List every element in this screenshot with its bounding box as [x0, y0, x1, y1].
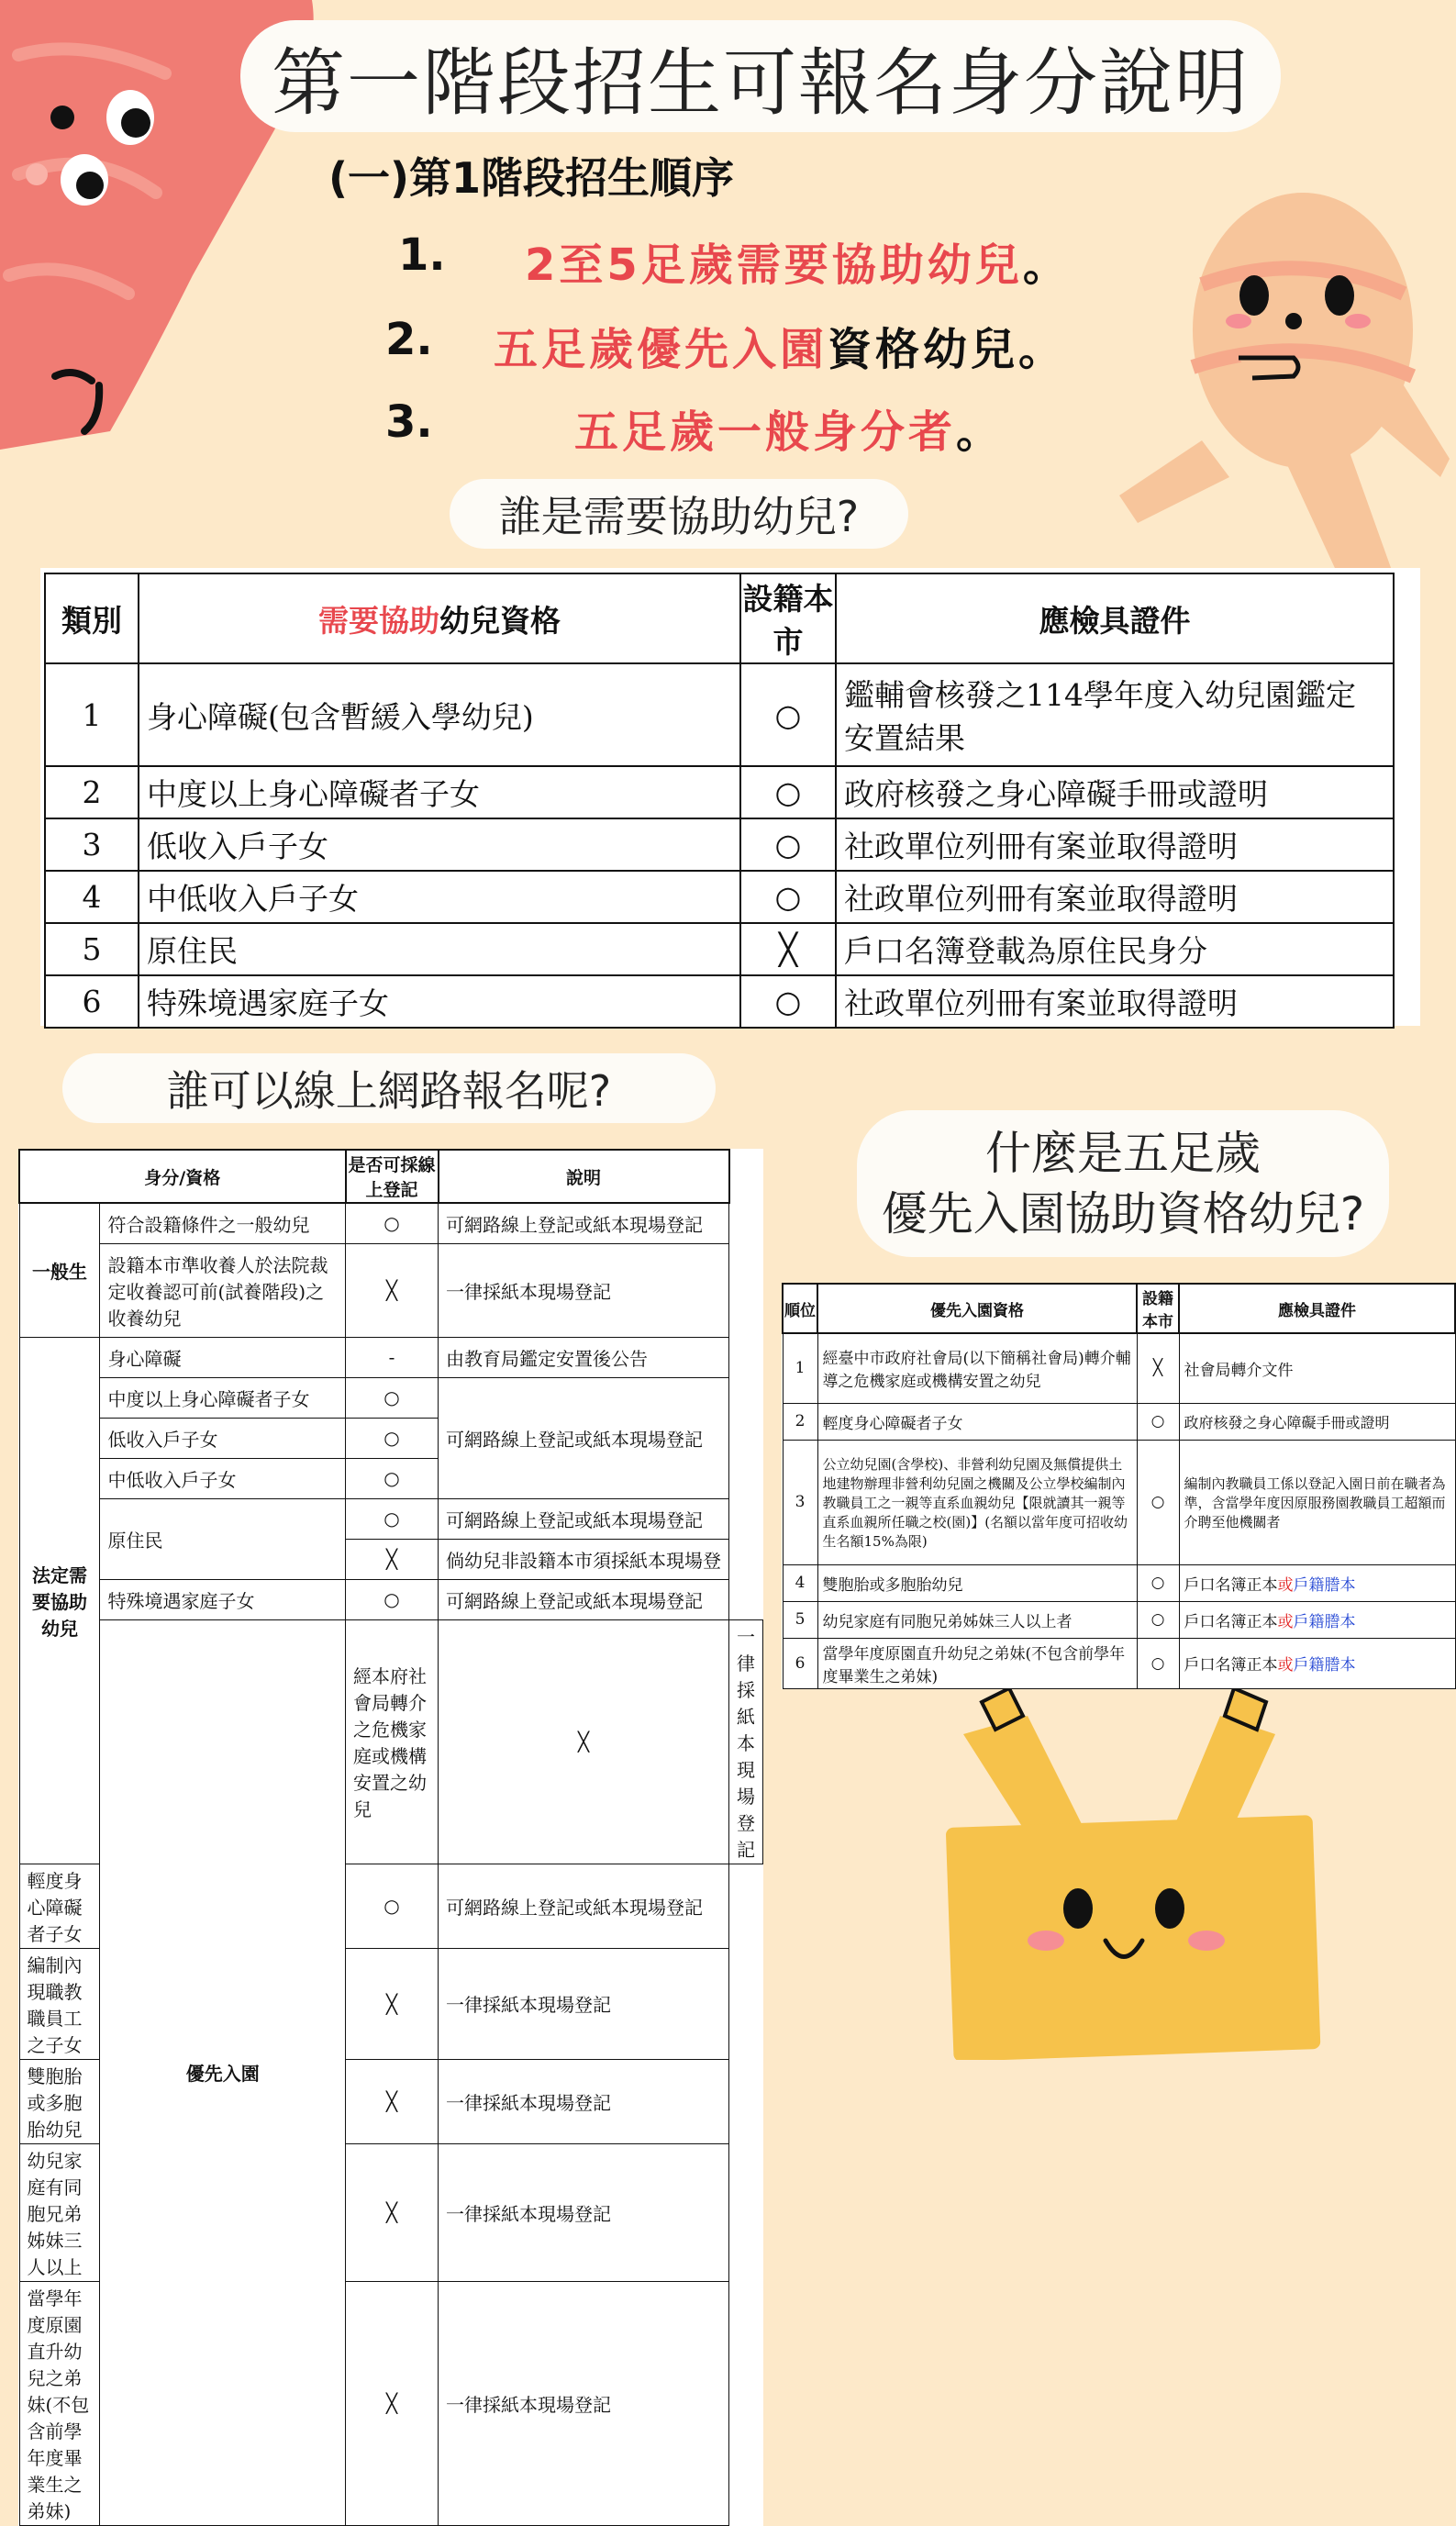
doc-household-register: 戶口名簿正本: [1184, 1575, 1278, 1595]
table-row: [45, 975, 1394, 1028]
table-row: [45, 663, 1394, 766]
order-item-3: [574, 396, 1004, 460]
order-item-3-highlight: 五足歲一般身分者: [574, 406, 957, 458]
row-note: 一律採紙本現場登記: [729, 1619, 763, 1864]
row-note: 一律採紙本現場登記: [439, 2059, 729, 2143]
row-registered-mark: ○: [740, 818, 836, 871]
row-qualification: 當學年度原園直升幼兒之弟妹(不包含前學年度畢業生之弟妹): [817, 1638, 1137, 1688]
row-item: 設籍本市準收養人於法院裁定收養認可前(試養階段)之收養幼兒: [100, 1243, 346, 1337]
doc-transcript: 戶籍謄本: [1293, 1612, 1356, 1631]
row-item: 中低收入戶子女: [100, 1458, 346, 1498]
table-row: [19, 1337, 763, 1377]
row-documents: 編制內教職員工係以登記入園日前在職者為準，含當學年度因原服務園教職員工超額而介聘至他機關者: [1179, 1440, 1455, 1564]
row-registered-mark: ○: [1137, 1440, 1179, 1564]
row-mark: ○: [346, 1498, 439, 1539]
order-item-3-rest: 。: [956, 406, 1005, 458]
table-row: [19, 1498, 763, 1539]
header-order: 順位: [783, 1284, 817, 1333]
row-mark: ○: [346, 1377, 439, 1418]
question-priority-line1: 什麼是五足歲: [985, 1127, 1261, 1180]
order-item-2-highlight: 五足歲優先入園: [494, 324, 828, 375]
header-qualification-rest: 幼兒資格: [439, 602, 561, 639]
header-identity: 身分/資格: [19, 1150, 346, 1203]
table-row: [783, 1440, 1455, 1564]
row-item: 身心障礙: [100, 1337, 346, 1377]
order-heading: (一)第1階段招生順序: [328, 153, 735, 203]
row-qualification: 幼兒家庭有同胞兄弟姊妹三人以上者: [817, 1601, 1137, 1638]
row-registered-mark: ○: [1137, 1564, 1179, 1601]
doc-or: 或: [1277, 1656, 1294, 1675]
order-number-1: 1.: [398, 229, 446, 281]
row-mark: ╳: [346, 2059, 439, 2143]
row-registered-mark: ○: [740, 975, 836, 1028]
table-row: [45, 871, 1394, 923]
row-note: 倘幼兒非設籍本市須採紙本現場登: [439, 1539, 729, 1579]
row-registered-mark: ○: [740, 766, 836, 818]
row-mark: ○: [346, 1203, 439, 1243]
table-row: [783, 1564, 1455, 1601]
row-documents: 社政單位列冊有案並取得證明: [836, 975, 1394, 1028]
row-registered-mark: ○: [1137, 1403, 1179, 1440]
row-note: 可網路線上登記或紙本現場登記: [439, 1579, 729, 1619]
priority-admission-table: [782, 1283, 1456, 1686]
online-registration-table: [18, 1149, 761, 2522]
doc-transcript: 戶籍謄本: [1293, 1575, 1356, 1595]
row-item: 特殊境遇家庭子女: [100, 1579, 346, 1619]
order-item-2: [494, 314, 1066, 377]
header-qualification-highlight: 需要協助: [318, 602, 439, 639]
doc-household-register: 戶口名簿正本: [1184, 1612, 1278, 1631]
header-documents: 應檢具證件: [836, 573, 1394, 663]
row-mark: ╳: [346, 1948, 439, 2059]
row-note: 可網路線上登記或紙本現場登記: [439, 1377, 729, 1498]
table-row: [783, 1638, 1455, 1688]
table-row: [19, 1377, 763, 1418]
group-priority: 優先入園: [100, 1619, 346, 2525]
order-number-3: 3.: [385, 396, 433, 448]
row-note: 一律採紙本現場登記: [439, 1948, 729, 2059]
header-registered: 設籍本市: [740, 573, 836, 663]
row-mark: ○: [346, 1579, 439, 1619]
doc-transcript: 戶籍謄本: [1293, 1656, 1356, 1675]
row-item: 原住民: [100, 1498, 346, 1579]
row-documents: [1179, 1638, 1455, 1688]
row-qualification: 原住民: [139, 923, 740, 975]
row-number: 1: [783, 1333, 817, 1403]
row-documents: 政府核發之身心障礙手冊或證明: [836, 766, 1394, 818]
doc-or: 或: [1277, 1612, 1294, 1631]
row-number: 5: [45, 923, 139, 975]
header-category: 類別: [45, 573, 139, 663]
table-header-row: [19, 1150, 763, 1203]
row-qualification: 雙胞胎或多胞胎幼兒: [817, 1564, 1137, 1601]
row-note: 可網路線上登記或紙本現場登記: [439, 1203, 729, 1243]
order-item-1-rest: 。: [1022, 239, 1071, 291]
row-documents: [1179, 1601, 1455, 1638]
row-qualification: 中度以上身心障礙者子女: [139, 766, 740, 818]
needs-help-table: [40, 568, 1420, 1026]
yellow-character-illustration: [927, 1679, 1358, 2060]
order-item-1-highlight: 2至5足歲需要協助幼兒: [525, 239, 1023, 291]
row-documents: 政府核發之身心障礙手冊或證明: [1179, 1403, 1455, 1440]
group-legal: 法定需要協助幼兒: [19, 1337, 100, 1864]
row-item: 符合設籍條件之一般幼兒: [100, 1203, 346, 1243]
row-mark: ○: [346, 1418, 439, 1458]
row-mark: ╳: [346, 2281, 439, 2525]
table-row: [783, 1333, 1455, 1403]
row-registered-mark: ○: [740, 871, 836, 923]
table-row: [45, 766, 1394, 818]
row-item: 經本府社會局轉介之危機家庭或機構安置之幼兒: [346, 1619, 439, 1864]
row-documents: 社政單位列冊有案並取得證明: [836, 818, 1394, 871]
row-mark: ╳: [346, 1539, 439, 1579]
order-number-2: 2.: [385, 314, 433, 365]
row-qualification: 中低收入戶子女: [139, 871, 740, 923]
doc-or: 或: [1277, 1575, 1294, 1595]
row-item: 幼兒家庭有同胞兄弟姊妹三人以上: [19, 2143, 100, 2281]
table-row: [783, 1403, 1455, 1440]
row-documents: [1179, 1564, 1455, 1601]
row-number: 6: [45, 975, 139, 1028]
row-number: 1: [45, 663, 139, 766]
question-online-registration: 誰可以線上網路報名呢?: [62, 1053, 716, 1123]
table-row: [19, 1243, 763, 1337]
group-general: 一般生: [19, 1203, 100, 1337]
row-documents: 戶口名簿登載為原住民身分: [836, 923, 1394, 975]
row-item: 編制內現職教職員工之子女: [19, 1948, 100, 2059]
table-row: [19, 1579, 763, 1619]
table-row: [19, 1619, 763, 1864]
row-note: 一律採紙本現場登記: [439, 1243, 729, 1337]
doc-household-register: 戶口名簿正本: [1184, 1656, 1278, 1675]
row-note: 一律採紙本現場登記: [439, 2281, 729, 2525]
row-registered-mark: ○: [740, 663, 836, 766]
row-qualification: 公立幼兒園(含學校)、非營利幼兒園及無償提供土地建物辦理非營利幼兒園之機關及公立學校編制內教職員工之一親等直系血親幼兒【限就讀其一親等直系血親所任職之校(園)】(名額以當年度可招收幼生名額15%為限): [817, 1440, 1137, 1564]
table-header-row: [783, 1284, 1455, 1333]
row-item: 低收入戶子女: [100, 1418, 346, 1458]
row-item: 中度以上身心障礙者子女: [100, 1377, 346, 1418]
row-registered-mark: ○: [1137, 1601, 1179, 1638]
order-item-1: [525, 229, 1071, 293]
row-mark: ○: [346, 1864, 439, 1948]
row-item: 雙胞胎或多胞胎幼兒: [19, 2059, 100, 2143]
question-needs-help: 誰是需要協助幼兒?: [450, 479, 908, 549]
row-mark: ╳: [346, 2143, 439, 2281]
row-mark: ╳: [346, 1243, 439, 1337]
row-qualification: 低收入戶子女: [139, 818, 740, 871]
header-qualification: 優先入園資格: [817, 1284, 1137, 1333]
header-note: 說明: [439, 1150, 729, 1203]
header-qualification: [139, 573, 740, 663]
question-priority-line2: 優先入園協助資格幼兒?: [881, 1187, 1365, 1241]
row-documents: 社會局轉介文件: [1179, 1333, 1455, 1403]
table-row: [783, 1601, 1455, 1638]
table-row: [19, 1203, 763, 1243]
row-item: 輕度身心障礙者子女: [19, 1864, 100, 1948]
row-note: 一律採紙本現場登記: [439, 2143, 729, 2281]
question-priority-admission: [857, 1110, 1389, 1257]
header-online: 是否可採線上登記: [346, 1150, 439, 1203]
row-number: 2: [783, 1403, 817, 1440]
row-registered-mark: ╳: [740, 923, 836, 975]
row-registered-mark: ○: [1137, 1638, 1179, 1688]
row-note: 可網路線上登記或紙本現場登記: [439, 1498, 729, 1539]
order-item-2-rest: 資格幼兒。: [828, 324, 1067, 375]
row-number: 3: [45, 818, 139, 871]
row-mark: ╳: [439, 1619, 729, 1864]
row-number: 4: [783, 1564, 817, 1601]
row-note: 可網路線上登記或紙本現場登記: [439, 1864, 729, 1948]
row-mark: ○: [346, 1458, 439, 1498]
row-documents: 鑑輔會核發之114學年度入幼兒園鑑定安置結果: [836, 663, 1394, 766]
row-registered-mark: ╳: [1137, 1333, 1179, 1403]
row-qualification: 特殊境遇家庭子女: [139, 975, 740, 1028]
row-note: 由教育局鑑定安置後公告: [439, 1337, 729, 1377]
row-qualification: 經臺中市政府社會局(以下簡稱社會局)轉介輔導之危機家庭或機構安置之幼兒: [817, 1333, 1137, 1403]
row-item: 當學年度原園直升幼兒之弟妹(不包含前學年度畢業生之弟妹): [19, 2281, 100, 2525]
header-registered: 設籍本市: [1137, 1284, 1179, 1333]
table-header-row: [45, 573, 1394, 663]
row-documents: 社政單位列冊有案並取得證明: [836, 871, 1394, 923]
table-row: [45, 923, 1394, 975]
row-number: 5: [783, 1601, 817, 1638]
header-documents: 應檢具證件: [1179, 1284, 1455, 1333]
table-row: [45, 818, 1394, 871]
row-qualification: 輕度身心障礙者子女: [817, 1403, 1137, 1440]
row-number: 2: [45, 766, 139, 818]
page-title: 第一階段招生可報名身分說明: [240, 20, 1281, 132]
orange-character-illustration: [1101, 184, 1456, 578]
row-number: 4: [45, 871, 139, 923]
row-number: 3: [783, 1440, 817, 1564]
row-qualification: 身心障礙(包含暫緩入學幼兒): [139, 663, 740, 766]
row-mark: -: [346, 1337, 439, 1377]
row-number: 6: [783, 1638, 817, 1688]
